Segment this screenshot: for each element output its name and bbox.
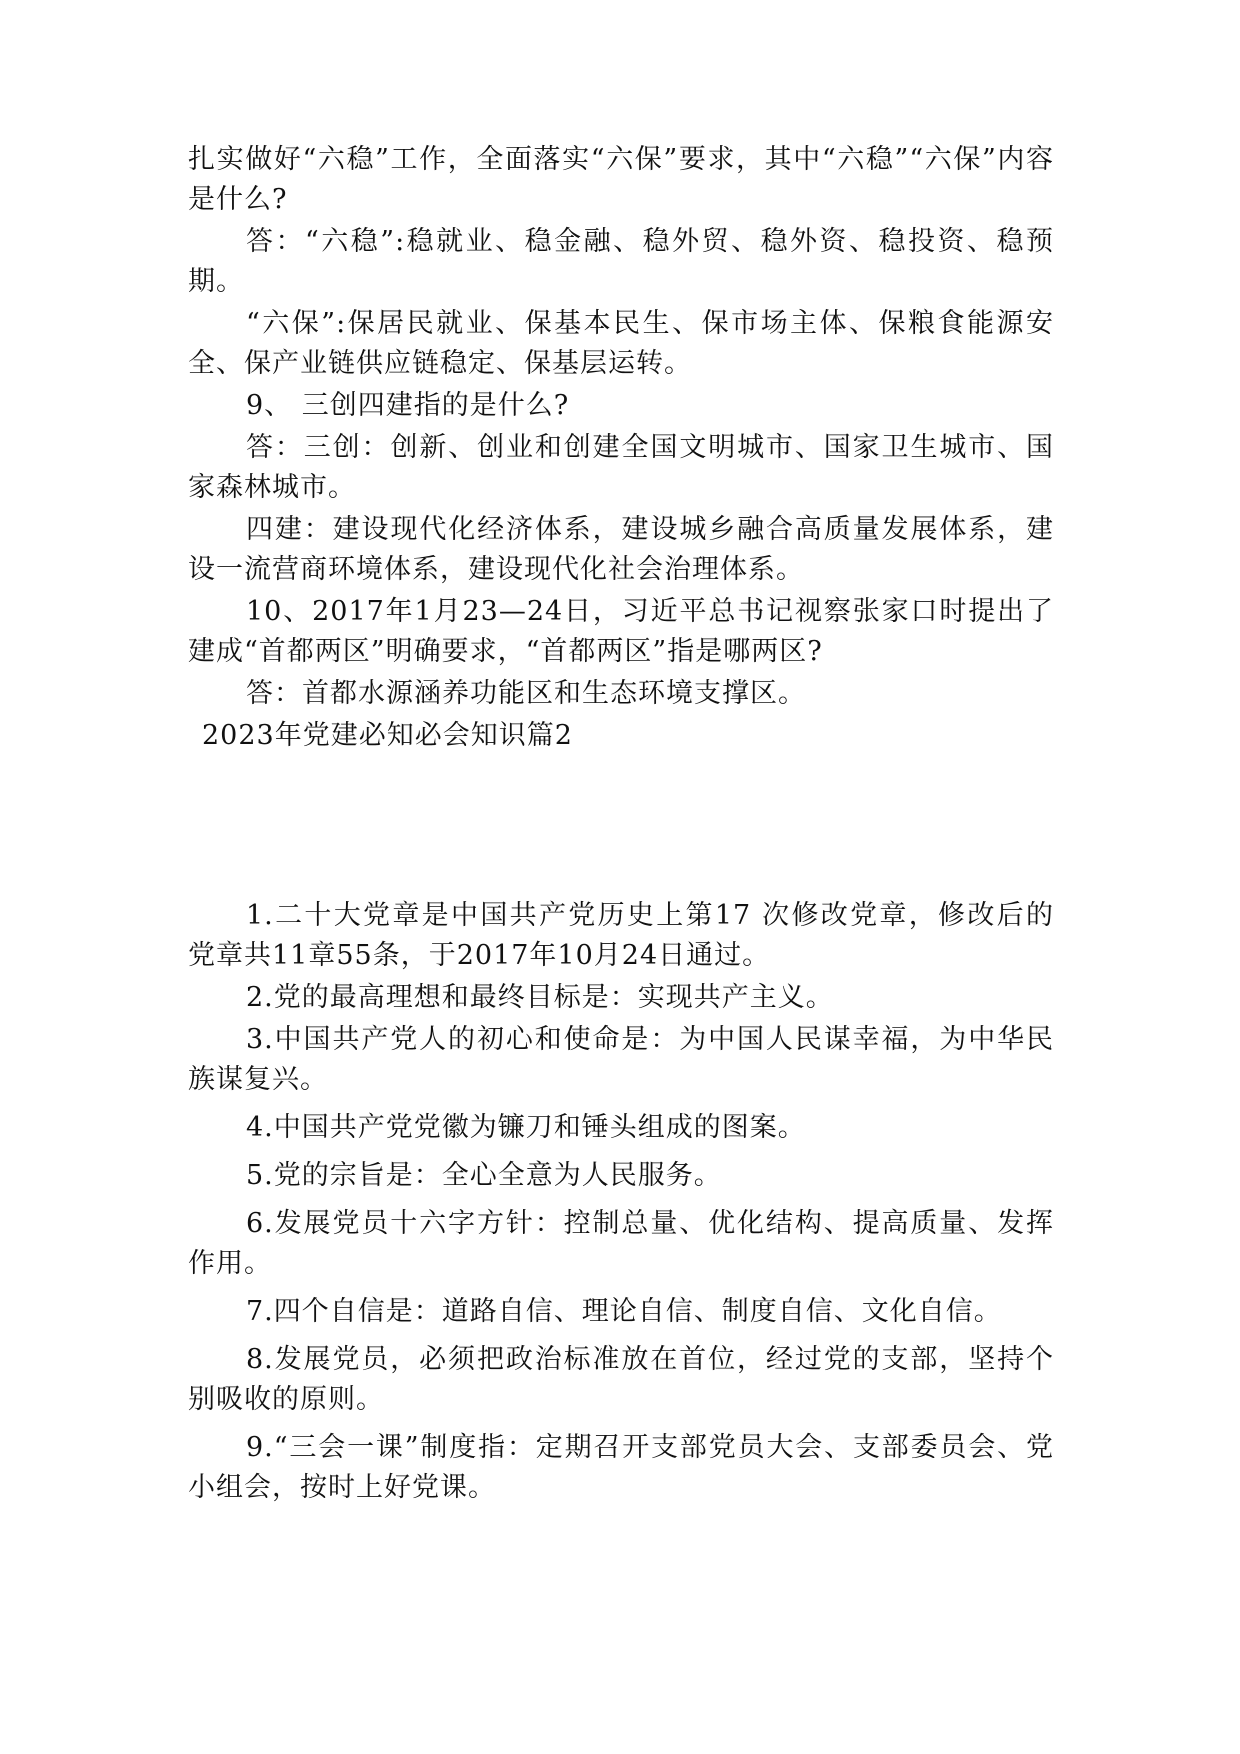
question-ten: 10、2017年1月23—24日，习近平总书记视察张家口时提出了 建成“首都两区”明确要求，“首都两区”指是哪两区?	[188, 596, 1054, 667]
list-item: 8.发展党员，必须把政治标准放在首位，经过党的支部，坚持个别吸收的原则。	[188, 1344, 1054, 1415]
list-item: 5.党的宗旨是：全心全意为人民服务。	[246, 1160, 722, 1191]
answer-ten: 答：首都水源涵养功能区和生态环境支撑区。	[246, 678, 806, 709]
answer-six-stable: 答：“六稳”:稳就业、稳金融、稳外贸、稳外资、稳投资、稳预期。	[188, 226, 1054, 297]
list-item: 7.四个自信是：道路自信、理论自信、制度自信、文化自信。	[246, 1296, 1002, 1327]
list-item: 9.“三会一课”制度指：定期召开支部党员大会、支部委员会、党小组会，按时上好党课。	[188, 1432, 1054, 1503]
list-item: 1.二十大党章是中国共产党历史上第17 次修改党章，修改后的 党章共11章55条，于2017年10月24日通过。	[188, 900, 1054, 971]
section-two	[188, 896, 1054, 1508]
list-item: 6.发展党员十六字方针：控制总量、优化结构、提高质量、发挥作用。	[188, 1208, 1054, 1279]
section-one	[188, 140, 1054, 756]
answer-six-guarantee: “六保”:保居民就业、保基本民生、保市场主体、保粮食能源安全、保产业链供应链稳定、保基层运转。	[188, 308, 1054, 379]
question-six-stable-six-guarantee: 扎实做好“六稳”工作，全面落实“六保”要求，其中“六稳”“六保”内容是什么?	[188, 144, 1054, 215]
question-nine: 9、 三创四建指的是什么?	[246, 390, 570, 421]
answer-four-constructions: 四建：建设现代化经济体系，建设城乡融合高质量发展体系，建设一流营商环境体系，建设现代化社会治理体系。	[188, 514, 1054, 585]
list-item: 2.党的最高理想和最终目标是：实现共产主义。	[246, 982, 834, 1013]
list-item: 3.中国共产党人的初心和使命是：为中国人民谋幸福，为中华民族谋复兴。	[188, 1024, 1054, 1095]
section-heading: 2023年党建必知必会知识篇2	[202, 720, 573, 751]
list-item: 4.中国共产党党徽为镰刀和锤头组成的图案。	[246, 1112, 806, 1143]
answer-three-creations: 答：三创：创新、创业和创建全国文明城市、国家卫生城市、国家森林城市。	[188, 432, 1054, 503]
